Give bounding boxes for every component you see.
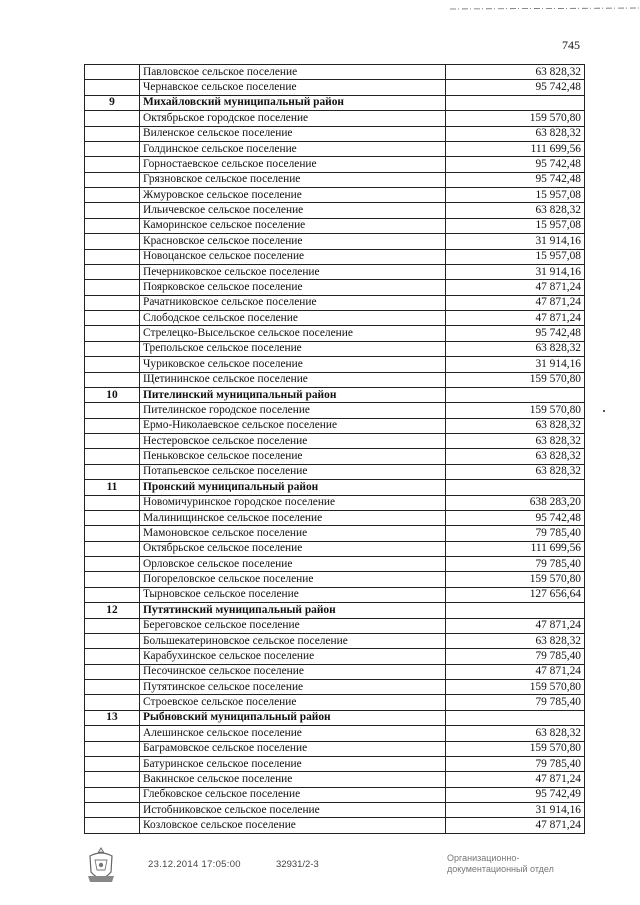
row-amount: 95 742,48 xyxy=(446,80,585,95)
table-row xyxy=(85,295,585,310)
table-row xyxy=(85,234,585,249)
row-number xyxy=(85,218,140,233)
table-row xyxy=(85,618,585,633)
row-number: 12 xyxy=(85,603,140,618)
row-number xyxy=(85,557,140,572)
table-body xyxy=(85,65,585,834)
row-amount: 63 828,32 xyxy=(446,341,585,356)
table-row xyxy=(85,141,585,156)
row-name: Октябрьское сельское поселение xyxy=(140,541,446,556)
table-row xyxy=(85,510,585,525)
row-amount: 95 742,48 xyxy=(446,172,585,187)
row-name: Жмуровское сельское поселение xyxy=(140,188,446,203)
table-row xyxy=(85,403,585,418)
row-amount: 95 742,48 xyxy=(446,326,585,341)
row-name: Поярковское сельское поселение xyxy=(140,280,446,295)
row-name: Козловское сельское поселение xyxy=(140,818,446,833)
row-name: Горностаевское сельское поселение xyxy=(140,157,446,172)
table-row xyxy=(85,726,585,741)
row-name: Павловское сельское поселение xyxy=(140,65,446,80)
table-row xyxy=(85,280,585,295)
row-amount xyxy=(446,603,585,618)
row-amount: 127 656,64 xyxy=(446,587,585,602)
row-name: Рачатниковское сельское поселение xyxy=(140,295,446,310)
table-row xyxy=(85,680,585,695)
row-amount: 31 914,16 xyxy=(446,357,585,372)
table-row xyxy=(85,264,585,279)
row-amount: 638 283,20 xyxy=(446,495,585,510)
table-row xyxy=(85,741,585,756)
row-number: 10 xyxy=(85,387,140,402)
table-row xyxy=(85,818,585,833)
table-row xyxy=(85,557,585,572)
allocation-table xyxy=(84,64,585,834)
row-amount: 79 785,40 xyxy=(446,695,585,710)
row-name: Карабухинское сельское поселение xyxy=(140,649,446,664)
row-amount: 63 828,32 xyxy=(446,126,585,141)
row-amount: 63 828,32 xyxy=(446,726,585,741)
row-number xyxy=(85,65,140,80)
row-number xyxy=(85,264,140,279)
row-number xyxy=(85,803,140,818)
row-number: 11 xyxy=(85,480,140,495)
row-number xyxy=(85,680,140,695)
row-name: Вакинское сельское поселение xyxy=(140,772,446,787)
district-header-row xyxy=(85,387,585,402)
table-row xyxy=(85,372,585,387)
district-header-row xyxy=(85,710,585,725)
row-number xyxy=(85,541,140,556)
table-row xyxy=(85,341,585,356)
row-number xyxy=(85,295,140,310)
row-name: Алешинское сельское поселение xyxy=(140,726,446,741)
row-number xyxy=(85,434,140,449)
table-row xyxy=(85,803,585,818)
row-number xyxy=(85,495,140,510)
row-number xyxy=(85,372,140,387)
row-name: Октябрьское городское поселение xyxy=(140,111,446,126)
table-row xyxy=(85,541,585,556)
table-row xyxy=(85,756,585,771)
row-amount: 159 570,80 xyxy=(446,680,585,695)
row-name: Красновское сельское поселение xyxy=(140,234,446,249)
row-number xyxy=(85,649,140,664)
table-row xyxy=(85,111,585,126)
row-amount: 15 957,08 xyxy=(446,249,585,264)
row-amount: 63 828,32 xyxy=(446,203,585,218)
row-number xyxy=(85,249,140,264)
row-number xyxy=(85,188,140,203)
row-name: Михайловский муниципальный район xyxy=(140,95,446,110)
table-row xyxy=(85,587,585,602)
row-amount: 63 828,32 xyxy=(446,65,585,80)
row-name: Путятинское сельское поселение xyxy=(140,680,446,695)
row-number xyxy=(85,326,140,341)
table-row xyxy=(85,157,585,172)
row-amount: 47 871,24 xyxy=(446,618,585,633)
table-row xyxy=(85,434,585,449)
row-number xyxy=(85,172,140,187)
row-name: Грязновское сельское поселение xyxy=(140,172,446,187)
row-amount: 31 914,16 xyxy=(446,234,585,249)
row-name: Песочинское сельское поселение xyxy=(140,664,446,679)
row-number xyxy=(85,418,140,433)
row-name: Рыбновский муниципальный район xyxy=(140,710,446,725)
row-number: 13 xyxy=(85,710,140,725)
row-amount: 79 785,40 xyxy=(446,557,585,572)
row-number xyxy=(85,618,140,633)
table-row xyxy=(85,218,585,233)
scan-noise xyxy=(450,4,640,12)
table-row xyxy=(85,172,585,187)
row-amount: 47 871,24 xyxy=(446,818,585,833)
row-number xyxy=(85,80,140,95)
row-amount: 47 871,24 xyxy=(446,295,585,310)
row-name: Новомичуринское городское поселение xyxy=(140,495,446,510)
row-name: Тырновское сельское поселение xyxy=(140,587,446,602)
row-number xyxy=(85,403,140,418)
row-amount: 47 871,24 xyxy=(446,664,585,679)
row-name: Виленское сельское поселение xyxy=(140,126,446,141)
table-row xyxy=(85,633,585,648)
row-number xyxy=(85,111,140,126)
row-number xyxy=(85,664,140,679)
row-number xyxy=(85,311,140,326)
row-amount xyxy=(446,480,585,495)
table-row xyxy=(85,80,585,95)
row-number xyxy=(85,510,140,525)
row-name: Каморинское сельское поселение xyxy=(140,218,446,233)
row-amount xyxy=(446,95,585,110)
row-amount: 95 742,48 xyxy=(446,510,585,525)
row-amount: 63 828,32 xyxy=(446,418,585,433)
row-amount: 63 828,32 xyxy=(446,633,585,648)
table-row xyxy=(85,772,585,787)
table-row xyxy=(85,418,585,433)
row-number xyxy=(85,449,140,464)
table-row xyxy=(85,449,585,464)
row-number xyxy=(85,787,140,802)
table-row xyxy=(85,787,585,802)
district-header-row xyxy=(85,95,585,110)
row-amount: 111 699,56 xyxy=(446,141,585,156)
row-number xyxy=(85,741,140,756)
district-header-row xyxy=(85,603,585,618)
row-name: Береговское сельское поселение xyxy=(140,618,446,633)
row-amount: 95 742,49 xyxy=(446,787,585,802)
row-name: Путятинский муниципальный район xyxy=(140,603,446,618)
table-row xyxy=(85,65,585,80)
row-name: Пронский муниципальный район xyxy=(140,480,446,495)
row-name: Баграмовское сельское поселение xyxy=(140,741,446,756)
row-amount: 95 742,48 xyxy=(446,157,585,172)
table-row xyxy=(85,649,585,664)
row-name: Пителинский муниципальный район xyxy=(140,387,446,402)
row-number xyxy=(85,772,140,787)
row-number xyxy=(85,633,140,648)
coat-of-arms-emblem xyxy=(84,846,118,886)
row-amount: 15 957,08 xyxy=(446,218,585,233)
row-name: Голдинское сельское поселение xyxy=(140,141,446,156)
table-row xyxy=(85,326,585,341)
row-number xyxy=(85,141,140,156)
table-row xyxy=(85,464,585,479)
footer-doc-code: 32931/2-3 xyxy=(276,859,319,870)
row-number xyxy=(85,126,140,141)
scan-speck xyxy=(603,410,605,412)
row-name: Большекатериновское сельское поселение xyxy=(140,633,446,648)
table-row xyxy=(85,526,585,541)
table-row xyxy=(85,572,585,587)
row-name: Глебковское сельское поселение xyxy=(140,787,446,802)
row-amount: 31 914,16 xyxy=(446,803,585,818)
footer-datetime: 23.12.2014 17:05:00 xyxy=(148,859,241,870)
row-number xyxy=(85,357,140,372)
row-amount: 159 570,80 xyxy=(446,111,585,126)
table-row xyxy=(85,664,585,679)
row-number xyxy=(85,818,140,833)
table-row xyxy=(85,311,585,326)
row-number xyxy=(85,341,140,356)
row-name: Ермо-Николаевское сельское поселение xyxy=(140,418,446,433)
row-amount: 63 828,32 xyxy=(446,434,585,449)
row-amount: 79 785,40 xyxy=(446,526,585,541)
row-name: Стрелецко-Высельское сельское поселение xyxy=(140,326,446,341)
row-number xyxy=(85,234,140,249)
row-number: 9 xyxy=(85,95,140,110)
row-name: Печерниковское сельское поселение xyxy=(140,264,446,279)
row-name: Чернавское сельское поселение xyxy=(140,80,446,95)
row-number xyxy=(85,587,140,602)
row-name: Щетининское сельское поселение xyxy=(140,372,446,387)
row-amount: 31 914,16 xyxy=(446,264,585,279)
row-amount: 47 871,24 xyxy=(446,280,585,295)
row-amount: 47 871,24 xyxy=(446,772,585,787)
row-amount: 159 570,80 xyxy=(446,572,585,587)
stamp-line-1: Организационно- xyxy=(447,853,520,863)
row-name: Трепольское сельское поселение xyxy=(140,341,446,356)
row-number xyxy=(85,695,140,710)
row-name: Потапьевское сельское поселение xyxy=(140,464,446,479)
row-name: Пеньковское сельское поселение xyxy=(140,449,446,464)
district-header-row xyxy=(85,480,585,495)
row-name: Истобниковское сельское поселение xyxy=(140,803,446,818)
table-row xyxy=(85,203,585,218)
row-name: Слободское сельское поселение xyxy=(140,311,446,326)
row-number xyxy=(85,280,140,295)
row-number xyxy=(85,526,140,541)
row-amount: 63 828,32 xyxy=(446,449,585,464)
row-amount: 159 570,80 xyxy=(446,372,585,387)
table-row xyxy=(85,126,585,141)
row-amount xyxy=(446,387,585,402)
row-number xyxy=(85,157,140,172)
row-number xyxy=(85,203,140,218)
row-name: Батуринское сельское поселение xyxy=(140,756,446,771)
row-name: Новоцанское сельское поселение xyxy=(140,249,446,264)
row-number xyxy=(85,756,140,771)
row-amount: 111 699,56 xyxy=(446,541,585,556)
row-amount: 79 785,40 xyxy=(446,756,585,771)
row-amount: 159 570,80 xyxy=(446,741,585,756)
row-name: Ильичевское сельское поселение xyxy=(140,203,446,218)
page-number: 745 xyxy=(562,38,580,52)
row-amount: 159 570,80 xyxy=(446,403,585,418)
row-name: Чуриковское сельское поселение xyxy=(140,357,446,372)
row-name: Мамоновское сельское поселение xyxy=(140,526,446,541)
row-amount: 15 957,08 xyxy=(446,188,585,203)
row-name: Малинищинское сельское поселение xyxy=(140,510,446,525)
row-name: Нестеровское сельское поселение xyxy=(140,434,446,449)
row-amount: 63 828,32 xyxy=(446,464,585,479)
table-row xyxy=(85,495,585,510)
row-name: Строевское сельское поселение xyxy=(140,695,446,710)
stamp-line-2: документационный отдел xyxy=(447,864,554,874)
row-number xyxy=(85,464,140,479)
table-row xyxy=(85,249,585,264)
row-amount: 47 871,24 xyxy=(446,311,585,326)
row-amount: 79 785,40 xyxy=(446,649,585,664)
department-stamp xyxy=(447,853,554,875)
row-number xyxy=(85,572,140,587)
row-name: Орловское сельское поселение xyxy=(140,557,446,572)
table-row xyxy=(85,357,585,372)
row-number xyxy=(85,726,140,741)
table-row xyxy=(85,695,585,710)
row-amount xyxy=(446,710,585,725)
row-name: Погореловское сельское поселение xyxy=(140,572,446,587)
table-row xyxy=(85,188,585,203)
row-name: Пителинское городское поселение xyxy=(140,403,446,418)
